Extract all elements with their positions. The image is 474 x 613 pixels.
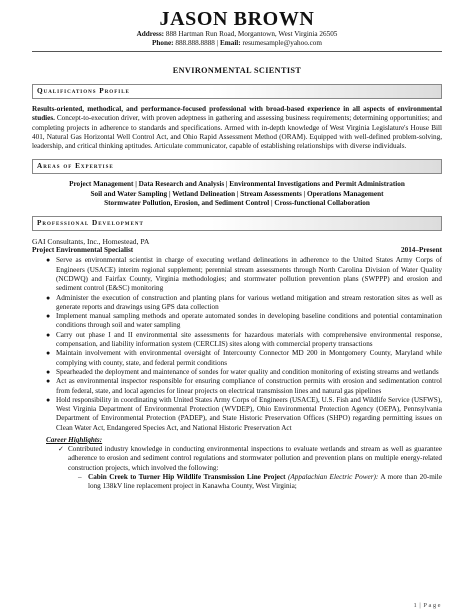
job-title: ENVIRONMENTAL SCIENTIST [172,66,302,75]
bullet-icon: ● [46,367,51,376]
qualifications-heading-text: Qualifications Profile [37,87,130,95]
highlights-list [58,445,442,473]
header-divider [32,51,442,52]
list-item-text: Carry out phase I and II environmental site assessments for hazardous materials with comprehensive environmental response, compensation, and liability information system (CERCLIS) sites along with commercial property transactions [56,330,442,349]
list-item [46,368,442,377]
qualifications-lead: Results-oriented, methodical, and performance-focused professional with broad-based experience in all aspects of environmental studies. [32,105,442,123]
qualifications-heading [32,84,442,99]
project-name: Cabin Creek to Turner Hip Wildlife Transmission Line Project [88,472,286,481]
expertise-heading-text: Areas of Expertise [37,162,114,171]
separator: | [419,602,422,609]
candidate-name: JASON BROWN [159,8,315,30]
address-line [0,30,474,39]
bullet-icon: ● [46,330,51,339]
list-item-text: Serve as environmental scientist in charge of executing wetland delineations in adherence to the United States Army Corps of Engineers (USACE) interim regional supplement; perennial stream assessments through North Carolina Division of Water Quality (NCDWQ) and Fairfax County, Virginia methodologies; and stormwater pollution prevention plans (SWPPP) and erosion and sediment control (E&SC) monitoring [56,256,442,293]
list-item [58,445,442,473]
project-list [78,473,442,492]
address-label: Address: [136,30,165,38]
role-line [32,246,442,255]
list-item-text: Act as environmental inspector responsible for ensuring compliance of construction permits with erosion and sedimentation control from federal, state, and local agencies for linear projects on electrical transmission lines and natural gas pipelines [56,377,442,395]
email-label: Email: [219,39,241,47]
bullet-icon: ● [46,395,51,404]
heading-shade [211,85,441,98]
expertise-line: Soil and Water Sampling | Wetland Delineation | Stream Assessments | Operations Management [90,189,384,198]
list-item [46,396,442,433]
list-item-text: Contributed industry knowledge in conducting environmental inspections to evaluate wetlands and stream as well as guarantee adherence to erosion and sediment control regulations and stormwater pollution and prevention plans on multiple energy-related construction projects, which involved the following: [68,445,442,472]
list-item [46,312,442,331]
bullet-icon: ● [46,349,51,358]
list-item [46,349,442,368]
list-item [46,294,442,313]
qualifications-body: Concept-to-execution driver, with proven adeptness in gathering and assessing business requirements; determining opportunities; and completing projects in adherence to standards and specifications. Armed with in-depth knowledge of West Virginia Legislature's House Bill 401, Natural Gas Horizontal Well Control Act, and Ohio Rapid Assessment Method (ORAM). Equipped with well-defined problem-solving, leadership, and critical thinking aptitudes. Articulate communicator, capable of establishing relationships with diverse individuals. [32,114,442,151]
expertise-heading [32,159,442,174]
responsibility-list [46,256,442,433]
list-item [46,331,442,350]
project-description: A more than 20-mile long 138kV line replacement project in Kanawha County, West Virginia; [88,472,442,491]
phone-text: 888.888.8888 [175,39,215,47]
address-text: 888 Hartman Run Road, Morgantown, West Virginia 26505 [165,30,338,38]
project-client: (Appalachian Electric Power): [285,472,379,481]
page-number: 1 [413,602,418,609]
list-item [46,256,442,293]
page-footer [414,602,442,609]
page-word: Page [423,602,442,609]
list-item [46,377,442,396]
list-item-text: Maintain involvement with environmental oversight of Intercounty Connector MD 200 in Montgomery County, Maryland while complying with county, state, and federal permit conditions [56,349,442,367]
career-highlights-heading: Career Highlights: [46,436,103,445]
expertise-list [32,180,442,208]
phone-label: Phone: [152,39,174,47]
development-heading [32,216,442,231]
expertise-line: Stormwater Pollution, Erosion, and Sediment Control | Cross-functional Collaboration [104,199,370,208]
bullet-icon: ● [46,377,51,386]
role-title: Project Environmental Specialist [32,246,134,255]
heading-shade [211,160,441,173]
list-item-text: Implement manual sampling methods and operate automated sondes in developing baseline conditions and potential contamination conditions through soil and water sampling [56,312,442,330]
role-dates: 2014–Present [401,246,442,255]
company-name: GAI Consultants, Inc., Homestead, PA [32,237,150,247]
phone-email-line [0,39,474,48]
separator: | [216,39,219,47]
email-text: resumesample@yahoo.com [242,39,322,47]
expertise-line: Project Management | Data Research and Analysis | Environmental Investigations and Permit Administration [69,180,405,189]
bullet-icon: ● [46,293,51,302]
list-item-text: Hold responsibility in coordinating with United States Army Corps of Engineers (USACE), U.S. Fish and Wildlife Service (USFWS), West Virginia Department of Environmental Protection (WVDEP), Ohio Environmental Protection Agency (OEPA), Pennsylvania Department of Environmental Protection (PADEP), and State Historic Preservation Offices (SHPO) regarding permitting issues on Clean Water Act, Endangered Species Act, and National Historic Preservation Act [56,395,442,432]
list-item [78,473,442,492]
dash-icon: – [78,472,82,481]
bullet-icon: ● [46,256,51,265]
heading-shade [211,217,441,230]
development-heading-text: Professional Development [37,219,144,228]
list-item-text: Administer the execution of construction and planting plans for various wetland mitigation and stream restoration sites as well as generate reports and drawings using GPS data collection [56,293,442,311]
list-item-text: Spearheaded the deployment and maintenance of sondes for water quality and condition monitoring of existing streams and wetlands [56,367,439,376]
bullet-icon: ● [46,312,51,321]
qualifications-paragraph [32,105,442,151]
checkmark-icon: ✓ [58,445,65,454]
